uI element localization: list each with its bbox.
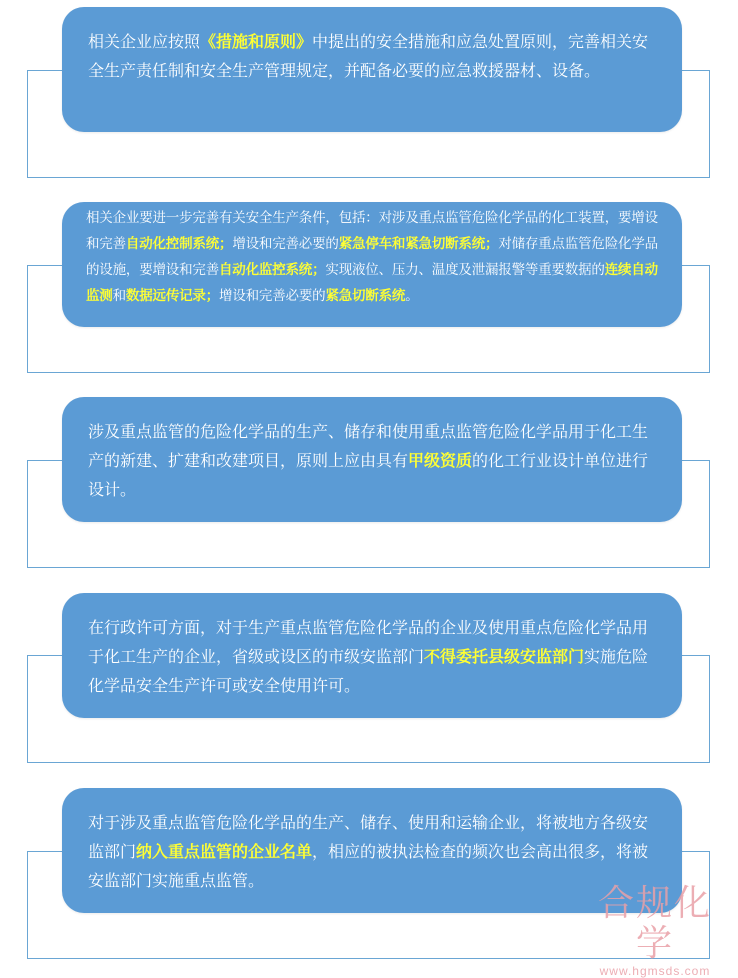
highlight-text: 连续自动监测 [86, 262, 658, 304]
body-text: 。 [405, 288, 419, 304]
body-text: 的化工行业设计单位进行设计。 [88, 451, 649, 499]
card-text-4 [62, 593, 682, 700]
watermark-url-text: www.hgmsds.com [599, 964, 711, 978]
content-card-2 [62, 202, 682, 327]
highlight-text: 紧急切断系统 [325, 288, 406, 304]
body-text: 对储存重点监管危险化学品的设施，要增设和完善 [86, 236, 658, 278]
body-text: 涉及重点监管的危险化学品的生产、储存和使用重点监管危险化学品用于化工生产的新建、扩建和改建项目，原则上应由具有 [88, 422, 649, 470]
body-text: 增设和完善必要的 [219, 288, 326, 304]
watermark-main-text: 合规化学 [597, 883, 712, 964]
content-card-4 [62, 593, 682, 718]
card-text-1 [62, 7, 682, 85]
body-text: 中提出的安全措施和应急处置原则，完善相关安全生产责任制和安全生产管理规定，并配备必要的应急救援器材、设备。 [88, 32, 649, 80]
body-text: 实施危险化学品安全生产许可或安全使用许可。 [88, 647, 649, 695]
highlight-text: 纳入重点监管的企业名单 [136, 842, 313, 861]
card-text-2 [62, 202, 682, 309]
body-text: 相关企业应按照 [88, 32, 201, 51]
highlight-text: 自动化监控系统； [219, 262, 326, 278]
highlight-text: 《措施和原则》 [200, 32, 313, 51]
watermark-logo [580, 884, 730, 978]
highlight-text: 甲级资质 [408, 451, 473, 470]
highlight-text: 数据远传记录； [125, 288, 220, 304]
content-card-3 [62, 397, 682, 522]
body-text: 相关企业要进一步完善有关安全生产条件，包括：对涉及重点监管危险化学品的化工装置，要增设和完善 [86, 210, 658, 252]
highlight-text: 自动化控制系统； [125, 236, 233, 252]
body-text: ，相应的被执法检查的频次也会高出很多，将被安监部门实施重点监管。 [88, 842, 649, 890]
body-text: 增设和完善必要的 [232, 236, 339, 252]
body-text: 和 [112, 288, 126, 304]
card-text-3 [62, 397, 682, 504]
body-text: 对于涉及重点监管危险化学品的生产、储存、使用和运输企业，将被地方各级安监部门 [88, 813, 649, 861]
body-text: 实现液位、压力、温度及泄漏报警等重要数据的 [325, 262, 605, 278]
card-text-5 [62, 788, 682, 895]
content-card-1 [62, 7, 682, 132]
highlight-text: 不得委托县级安监部门 [424, 647, 585, 666]
highlight-text: 紧急停车和紧急切断系统； [338, 236, 499, 252]
body-text: 在行政许可方面，对于生产重点监管危险化学品的企业及使用重点危险化学品用于化工生产的企业，省级或设区的市级安监部门 [88, 618, 649, 666]
